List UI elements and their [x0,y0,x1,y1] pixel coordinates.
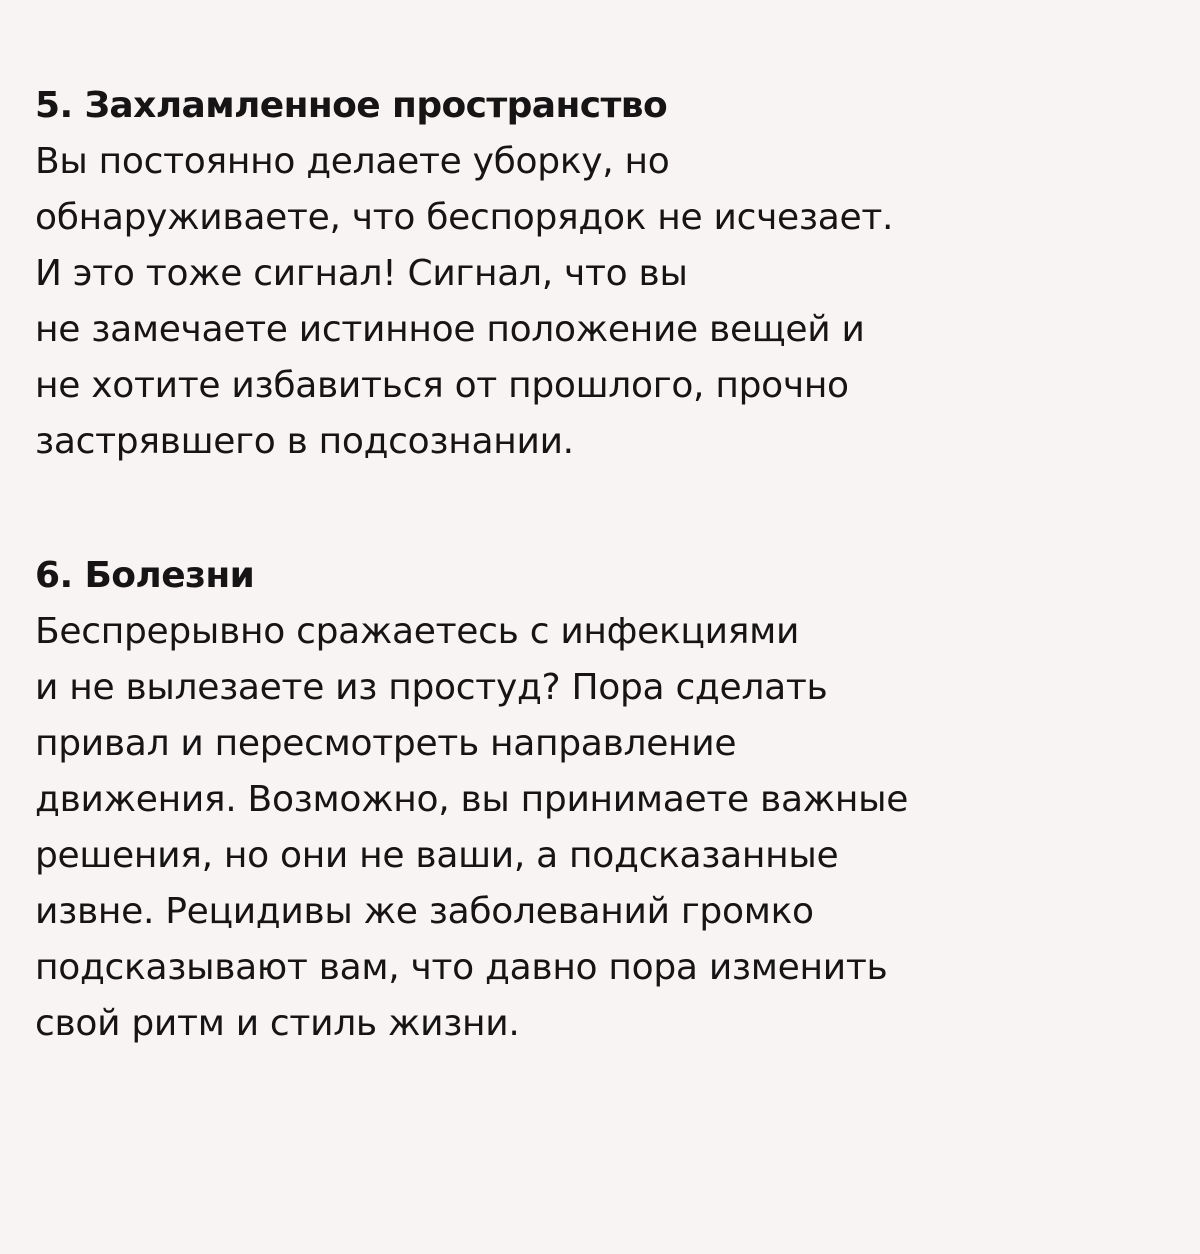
section-illnesses [35,548,1175,1052]
section-cluttered-space [35,78,1175,470]
paragraph-line: подсказывают вам, что давно пора изменить [35,947,888,988]
paragraph-line: не замечаете истинное положение вещей и [35,309,865,350]
paragraph-line: И это тоже сигнал! Сигнал, что вы [35,253,688,294]
section-heading: 6. Болезни [35,555,255,596]
paragraph-line: привал и пересмотреть направление [35,723,737,764]
paragraph-line: и не вылезаете из простуд? Пора сделать [35,667,828,708]
paragraph-line: застрявшего в подсознании. [35,421,574,462]
paragraph-line: извне. Рецидивы же заболеваний громко [35,891,814,932]
paragraph-line: обнаруживаете, что беспорядок не исчезает. [35,197,894,238]
paragraph-line: Беспрерывно сражаетесь с инфекциями [35,611,800,652]
paragraph-line: движения. Возможно, вы принимаете важные [35,779,909,820]
paragraph-line: не хотите избавиться от прошлого, прочно [35,365,849,406]
paragraph-line: свой ритм и стиль жизни. [35,1003,520,1044]
paragraph-line: Вы постоянно делаете уборку, но [35,141,670,182]
paragraph-line: решения, но они не ваши, а подсказанные [35,835,839,876]
section-heading: 5. Захламленное пространство [35,85,668,126]
